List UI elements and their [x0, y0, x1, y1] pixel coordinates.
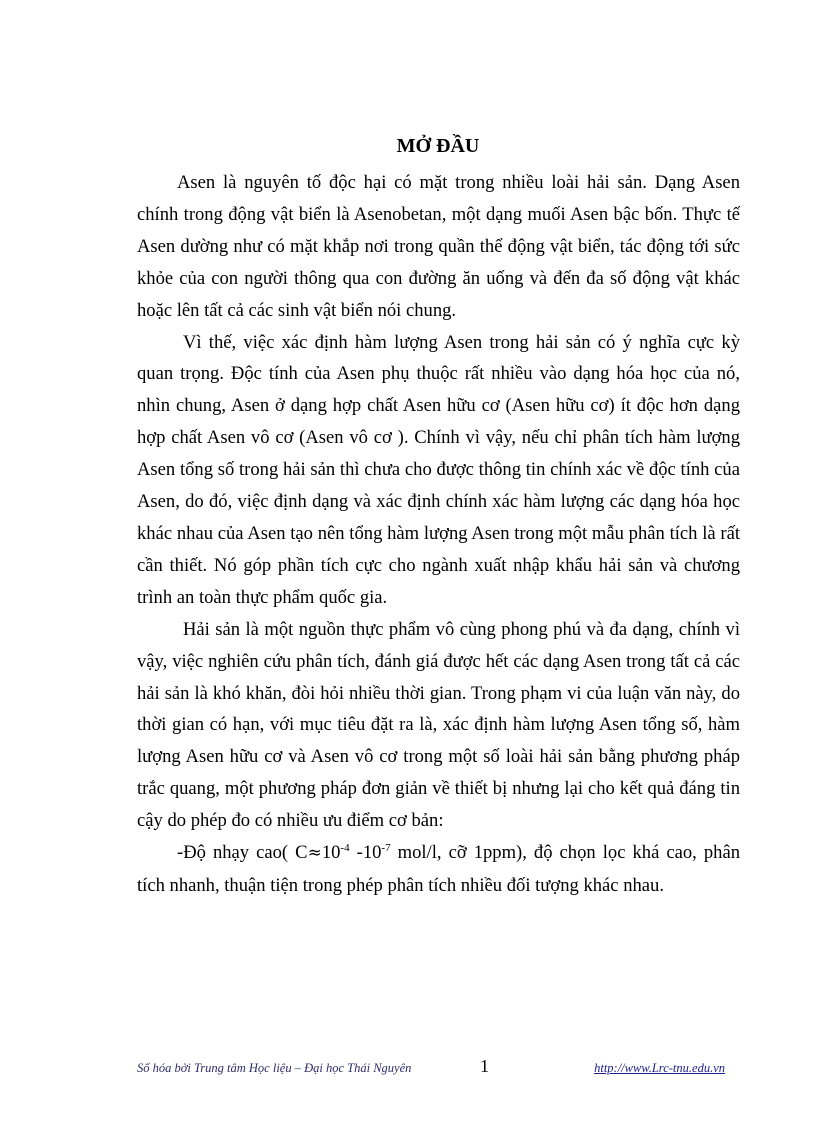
formula-middle: -10: [349, 842, 382, 864]
page-number: 1: [480, 1056, 489, 1076]
formula-prefix: -Độ nhạy cao( C: [177, 842, 308, 864]
formula-exponent-2: -7: [381, 842, 391, 855]
document-body: [137, 167, 740, 902]
footer-website-link[interactable]: http://www.Lrc-tnu.edu.vn: [594, 1061, 725, 1075]
formula-exponent-1: -4: [340, 842, 350, 855]
sensitivity-paragraph: [137, 837, 740, 902]
formula-base: 10: [321, 842, 341, 864]
paragraph-intro: Asen là nguyên tố độc hại có mặt trong nhiều loài hải sản. Dạng Asen chính trong động vật biển là Asenobetan, một dạng muối Asen bậc bốn. Thực tế Asen dường như có mặt khắp nơi trong quần thể động vật biển, tác động tới sức khỏe của con người thông qua con đường ăn uống và đến đa số động vật khác hoặc lên tất cả các sinh vật biển nói chung.: [137, 172, 740, 321]
page-footer: [137, 1056, 740, 1077]
footer-credit: Số hóa bởi Trung tâm Học liệu – Đại học Thái Nguyên: [137, 1061, 412, 1075]
paragraph-importance: Vì thế, việc xác định hàm lượng Asen trong hải sản có ý nghĩa cực kỳ quan trọng. Độc tính của Asen phụ thuộc rất nhiều vào dạng hóa học của nó, nhìn chung, Asen ở dạng hợp chất Asen hữu cơ (Asen hữu cơ) ít độc hơn dạng hợp chất Asen vô cơ (Asen vô cơ ). Chính vì vậy, nếu chỉ phân tích hàm lượng Asen tổng số trong hải sản thì chưa cho được thông tin chính xác về độc tính của Asen, do đó, việc định dạng và xác định chính xác hàm lượng các dạng hóa học khác nhau của Asen tạo nên tổng hàm lượng Asen trong một mẫu phân tích là rất cần thiết. Nó góp phần tích cực cho ngành xuất nhập khẩu hải sản và chương trình an toàn thực phẩm quốc gia.: [137, 331, 740, 608]
paragraph-scope: Hải sản là một nguồn thực phẩm vô cùng phong phú và đa dạng, chính vì vậy, việc nghiên cứu phân tích, đánh giá được hết các dạng Asen trong tất cả các hải sản là khó khăn, đòi hỏi nhiều thời gian. Trong phạm vi của luận văn này, do thời gian có hạn, với mục tiêu đặt ra là, xác định hàm lượng Asen tổng số, hàm lượng Asen hữu cơ và Asen vô cơ trong một số loài hải sản bằng phương pháp trắc quang, một phương pháp đơn giản về thiết bị nhưng lại cho kết quả đáng tin cậy do phép đo có nhiều ưu điểm cơ bản:: [137, 618, 740, 832]
formula-suffix: mol/l, cỡ 1ppm), độ chọn lọc khá cao, phân tích nhanh, thuận tiện trong phép phân tích nhiều đối tượng khác nhau.: [137, 842, 741, 896]
page-title: MỞ ĐẦU: [396, 135, 480, 157]
approx-symbol: ≈: [307, 843, 322, 864]
